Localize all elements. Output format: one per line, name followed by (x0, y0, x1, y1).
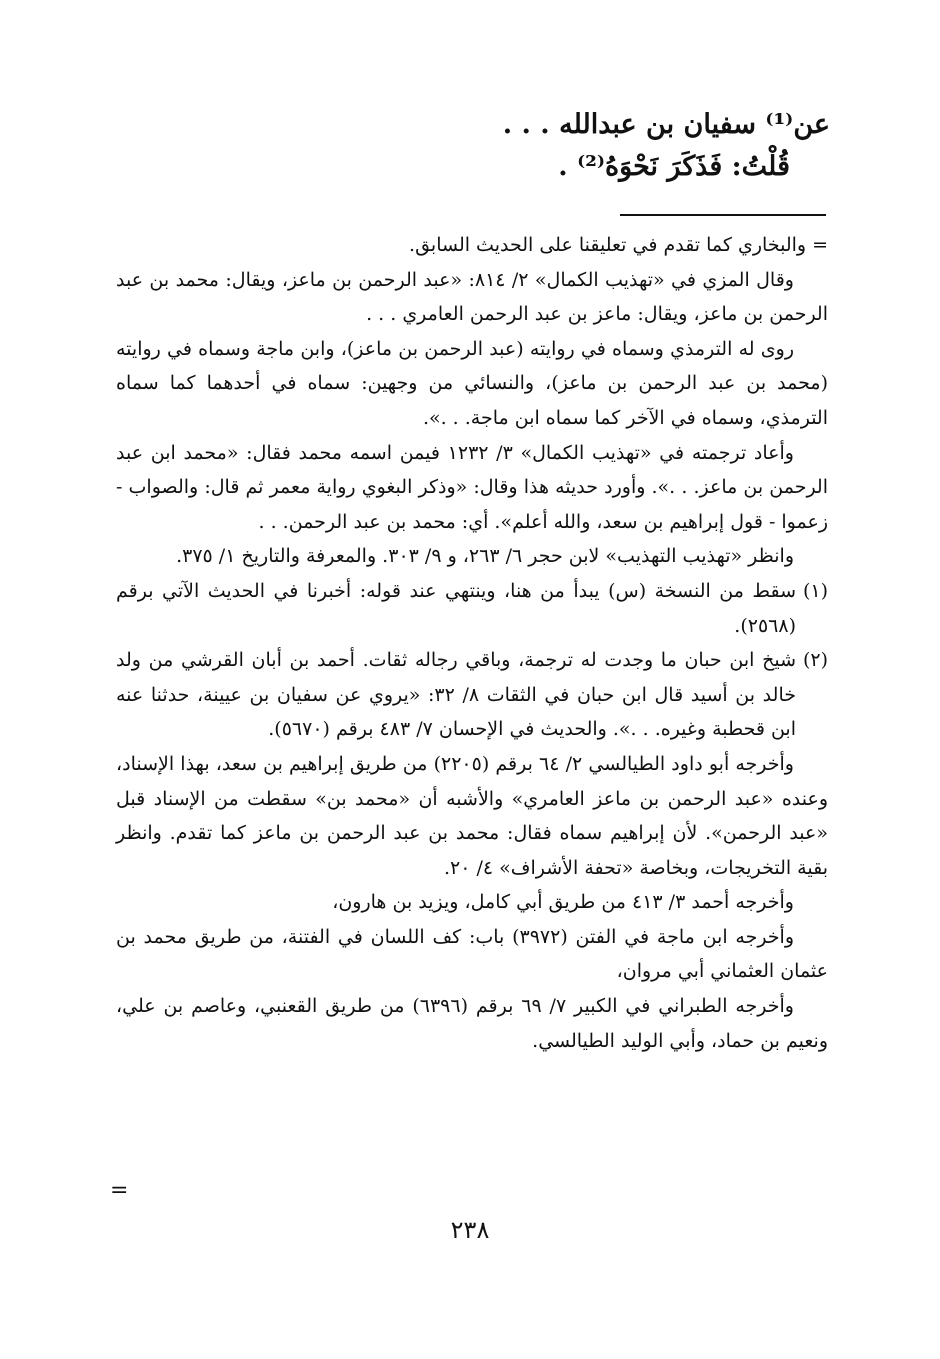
footnote-text: شيخ ابن حبان ما وجدت له ترجمة، وباقي رجاله ثقات. أحمد بن أبان القرشي من ولد خالد بن أسيد قال ابن حبان في الثقات ٨/ ٣٢: «يروي عن سفيان بن عيينة، حدثنا عنه ابن قحطبة وغيره. . .». والحديث في الإحسان ٧/ ٤٨٣ برقم (٥٦٧٠). (116, 649, 796, 741)
page-number: ٢٣٨ (450, 1216, 490, 1244)
footnote-number: (١) (802, 579, 828, 602)
main-text-line-1: عن⁽¹⁾ سفيان بن عبدالله . . . (502, 109, 830, 140)
paragraph: وقال المزي في «تهذيب الكمال» ٢/ ٨١٤: «عبد الرحمن بن ماعز، ويقال: محمد بن عبد الرحمن بن ماعز، ويقال: ماعز بن عبد الرحمن العامري . . . (116, 268, 828, 326)
main-text-line-2: قُلْتُ: فَذَكَرَ نَحْوَهُ⁽²⁾ . (558, 151, 790, 182)
paragraph: وأخرجه أحمد ٣/ ٤١٣ من طريق أبي كامل، ويزيد بن هارون، (332, 891, 794, 914)
paragraph: وأخرجه أبو داود الطيالسي ٢/ ٦٤ برقم (٢٢٠٥) من طريق إبراهيم بن سعد، بهذا الإسناد، وعنده «عبد الرحمن بن ماعز العامري» والأشبه أن «محمد بن» سقطت من الإسناد قبل «عبد الرحمن». لأن إبراهيم سماه فقال: محمد بن عبد الرحمن بن ماعز كما تقدم. وانظر بقية التخريجات، وبخاصة «تحفة الأشراف» ٤/ ٢٠. (116, 752, 828, 879)
footnotes-section (116, 228, 828, 1058)
paragraph: وأخرجه ابن ماجة في الفتن (٣٩٧٢) باب: كف اللسان في الفتنة، من طريق محمد بن عثمان العثماني أبي مروان، (116, 925, 828, 983)
continuation-mark-bottom: = (110, 1178, 129, 1203)
footnote-1 (116, 574, 828, 643)
footnote-2 (116, 643, 828, 747)
footnote-divider (620, 214, 826, 216)
paragraph-text: والبخاري كما تقدم في تعليقنا على الحديث السابق. (409, 234, 807, 256)
footnote-number: (٢) (802, 649, 828, 672)
paragraph: وأخرجه الطبراني في الكبير ٧/ ٦٩ برقم (٦٣٩٦) من طريق القعنبي، وعاصم بن علي، ونعيم بن حماد، وأبي الوليد الطيالسي. (116, 995, 828, 1052)
continuation-mark: = (812, 234, 828, 256)
continuation-paragraph (116, 228, 828, 263)
paragraph: وأعاد ترجمته في «تهذيب الكمال» ٣/ ١٢٣٢ فيمن اسمه محمد فقال: «محمد ابن عبد الرحمن بن ماعز. . .». وأورد حديثه هذا وقال: «وذكر البغوي رواية معمر ثم قال: والصواب - زعموا - قول إبراهيم بن سعد، والله أعلم». أي: محمد بن عبد الرحمن. . . (116, 441, 828, 533)
footnote-text: سقط من النسخة (س) يبدأ من هنا، وينتهي عند قوله: أخبرنا في الحديث الآتي برقم (٢٥٦٨). (116, 579, 796, 637)
paragraph: وانظر «تهذيب التهذيب» لابن حجر ٦/ ٢٦٣، و ٩/ ٣٠٣. والمعرفة والتاريخ ١/ ٣٧٥. (176, 545, 794, 568)
paragraph: روى له الترمذي وسماه في روايته (عبد الرحمن بن ماعز)، وابن ماجة وسماه في روايته (محمد بن عبد الرحمن بن ماعز)، والنسائي من وجهين: سماه في أحدهما كما سماه الترمذي، وسماه في الآخر كما سماه ابن ماجة. . .». (116, 337, 828, 429)
